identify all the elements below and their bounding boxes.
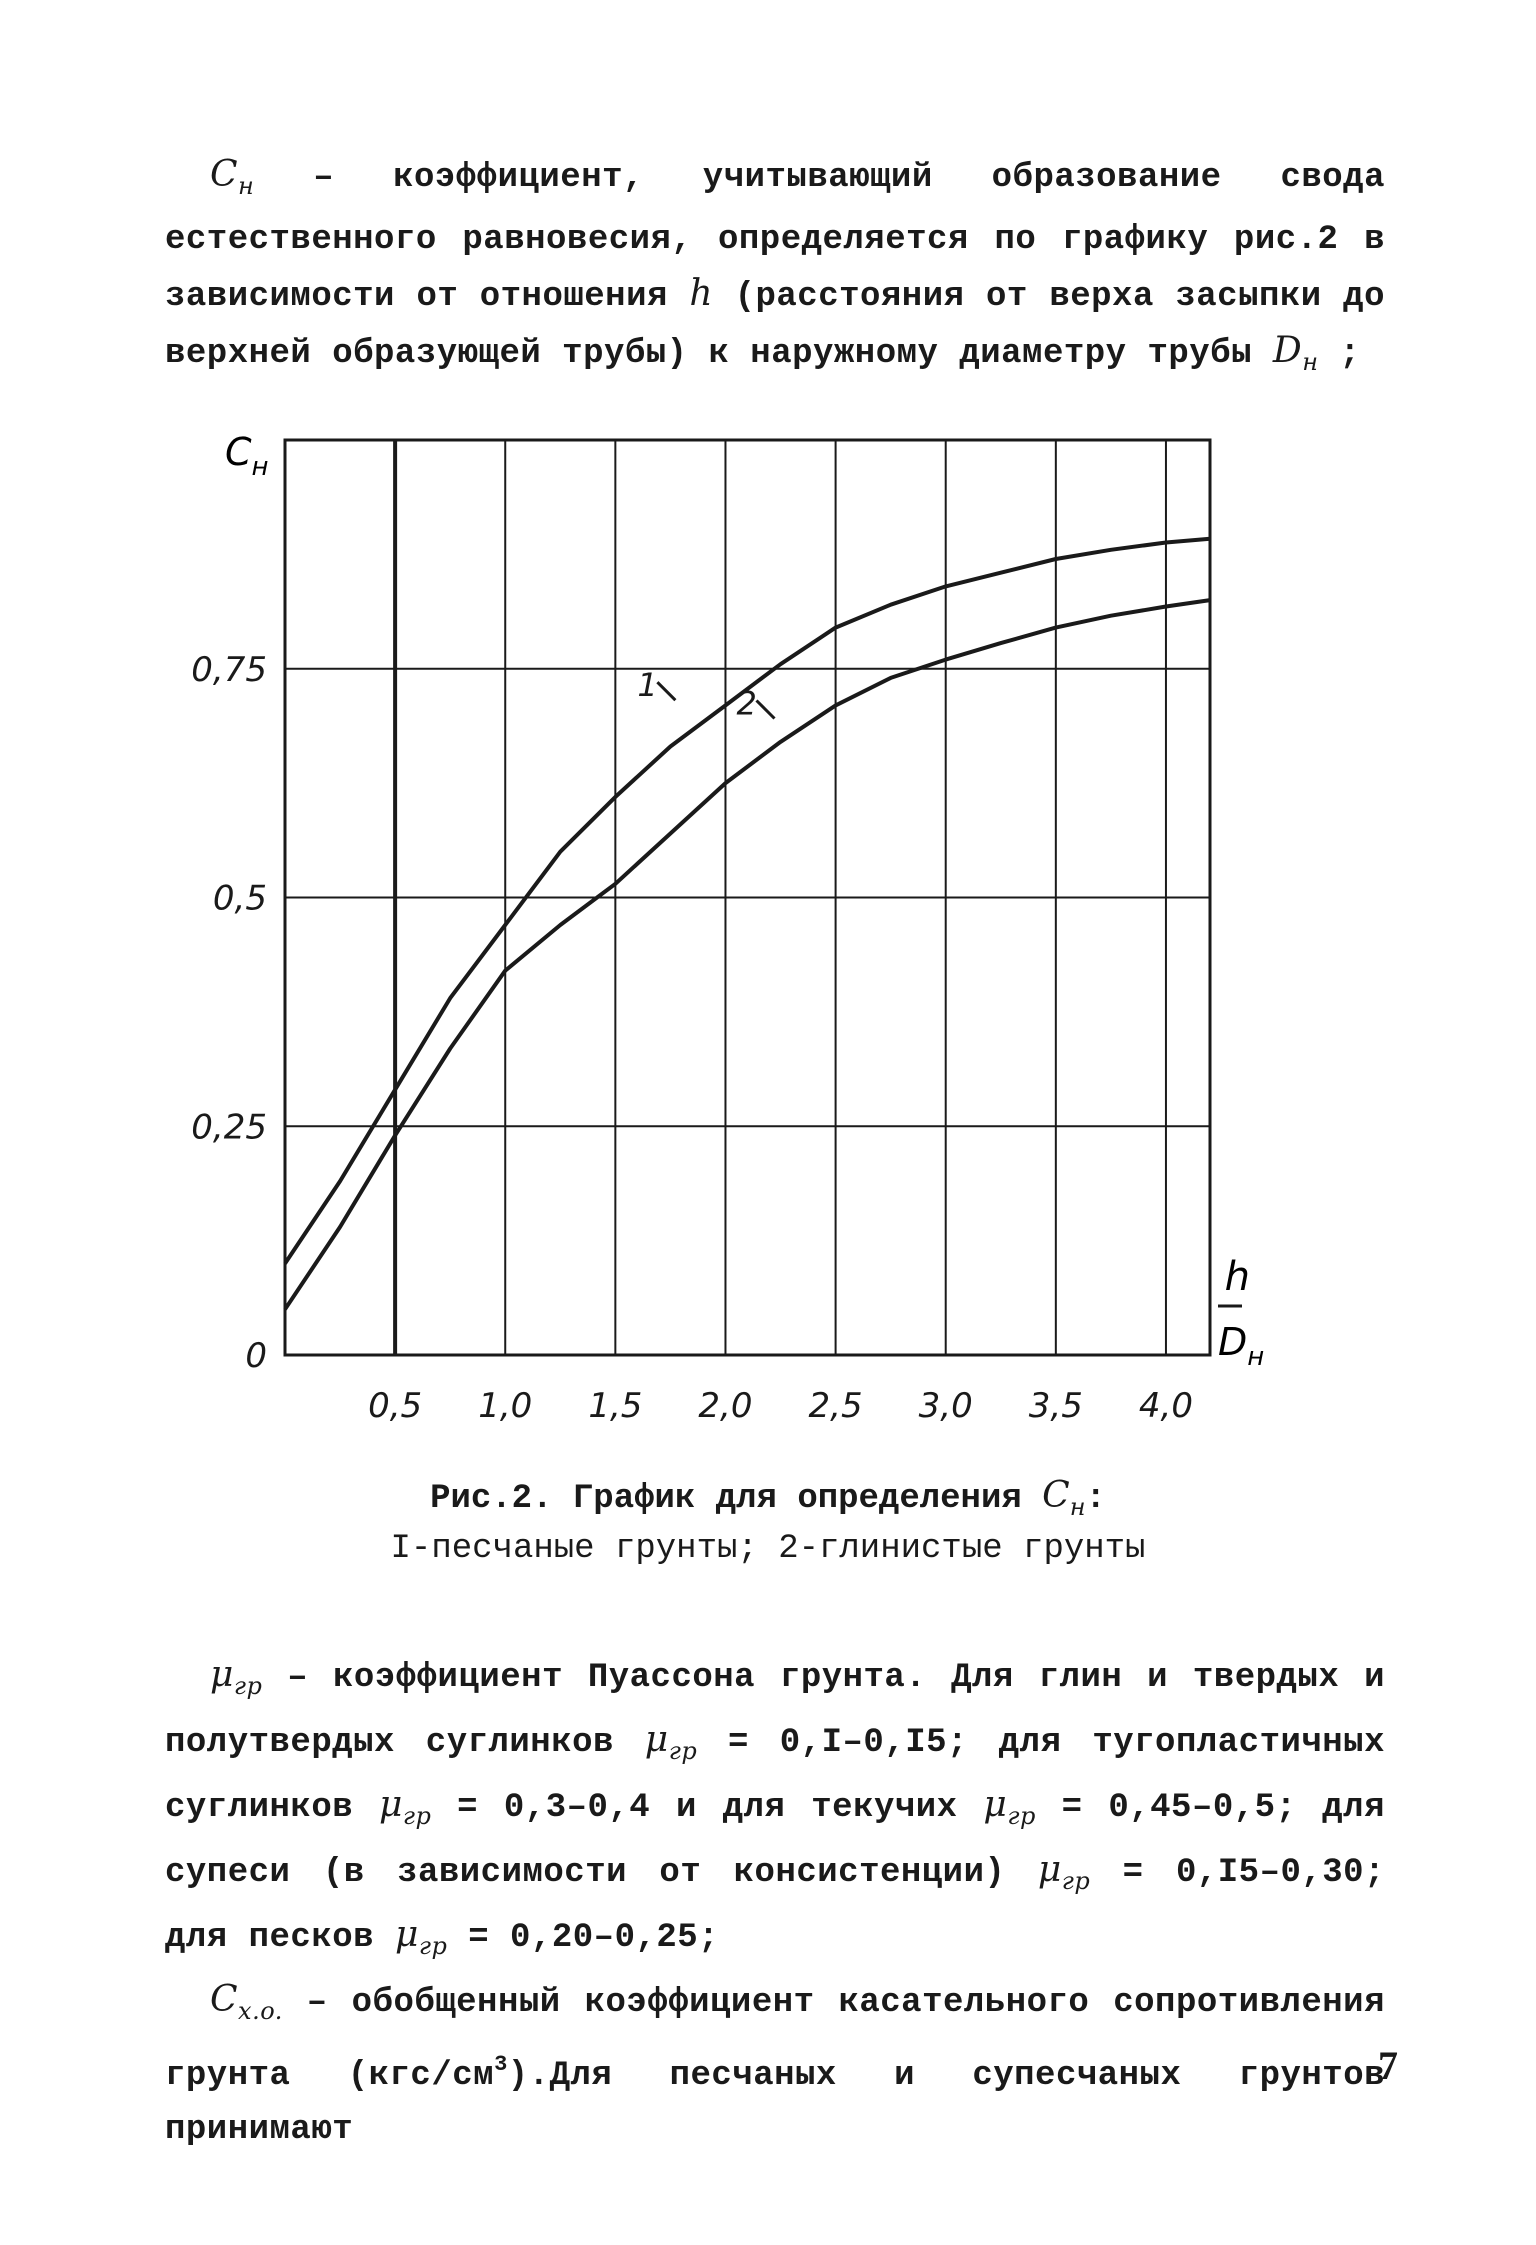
cxo-symbol: $C_{x.o.}$ — [210, 1979, 283, 2025]
x-tick-label: 2,5 — [808, 1386, 863, 1426]
cn-symbol: $C_н$ — [210, 154, 255, 200]
svg-text:Cн: $C_н$ — [225, 430, 269, 482]
paragraph-poisson: $\mu_{гр}$ – коэффициент Пуассона грунта. Для глин и твердых и полутвердых суглинков $\mu_{гр} = 0,I-0,I5$; для тугопластичных суглинков $\mu_{гр} = 0,3-0,4$ и для текучих $\mu_{гр} = 0,45-0,5$; для супеси (в зависимости от консистенции) $\mu_{гр} = 0,I5-0,30$; для песков $\mu_{гр} = 0,20-0,25$; $C_{x.o.}$ – обобщенный коэффициент касательного сопротивления грунта $(кгс/см^3).Для$ песчаных и супесчаных грунтов принимают — [165, 1654, 1385, 2149]
curve-label-pointer — [657, 682, 675, 700]
svg-text:Dн: $D_н$ — [1218, 1320, 1265, 1372]
curve-label-1: 1 — [637, 666, 658, 705]
chart-ticks — [191, 650, 1193, 1426]
chart-curves — [285, 539, 1210, 1310]
figure-caption: Рис.2. График для определения $C_н$: — [430, 1475, 1106, 1521]
h-symbol: h — [689, 273, 714, 314]
cn-definition-text: – коэффициент, учитывающий образование свода естественного равновесия, определяется по графику рис.2 в зависимости от отношения — [165, 159, 1385, 316]
paragraph-cn-definition: $C_н$ – коэффициент, учитывающий образование свода естественного равновесия, определяется по графику рис.2 в зависимости от отношения h (расстояния от верха засыпки до верхней образующей трубы) к наружному диаметру трубы $D_н$ ; — [165, 154, 1385, 376]
y-tick-label: 0,25 — [191, 1107, 267, 1148]
dn-symbol: $D_н$ — [1272, 330, 1319, 376]
y-tick-label: 0,75 — [191, 649, 267, 690]
y-axis-label — [225, 430, 269, 482]
x-axis-label — [1218, 1254, 1264, 1372]
curve-label-pointer — [756, 701, 774, 719]
x-tick-label: 0,5 — [368, 1386, 423, 1426]
x-tick-label: 4,0 — [1138, 1386, 1193, 1426]
x-tick-label: 3,5 — [1028, 1386, 1083, 1426]
figure-legend: I-песчаные грунты; 2-глинистые грунты — [390, 1530, 1146, 1568]
x-tick-label: 2,0 — [698, 1386, 753, 1426]
y-tick-label: 0 — [245, 1336, 267, 1376]
svg-text:h: h — [1224, 1254, 1250, 1300]
cn-chart — [170, 420, 1265, 1460]
y-tick-label: 0,5 — [212, 878, 267, 919]
curve-1 — [285, 539, 1210, 1264]
chart-grid — [285, 440, 1210, 1355]
x-tick-label: 1,5 — [588, 1386, 643, 1426]
curve-label-2: 2 — [736, 684, 757, 723]
x-tick-label: 3,0 — [918, 1386, 973, 1426]
page-number: 7 — [1378, 2043, 1398, 2088]
cn-definition-text-2: (расстояния от верха засыпки до верхней образующей трубы) к наружному диаметру трубы — [165, 278, 1385, 373]
x-tick-label: 1,0 — [478, 1386, 533, 1426]
